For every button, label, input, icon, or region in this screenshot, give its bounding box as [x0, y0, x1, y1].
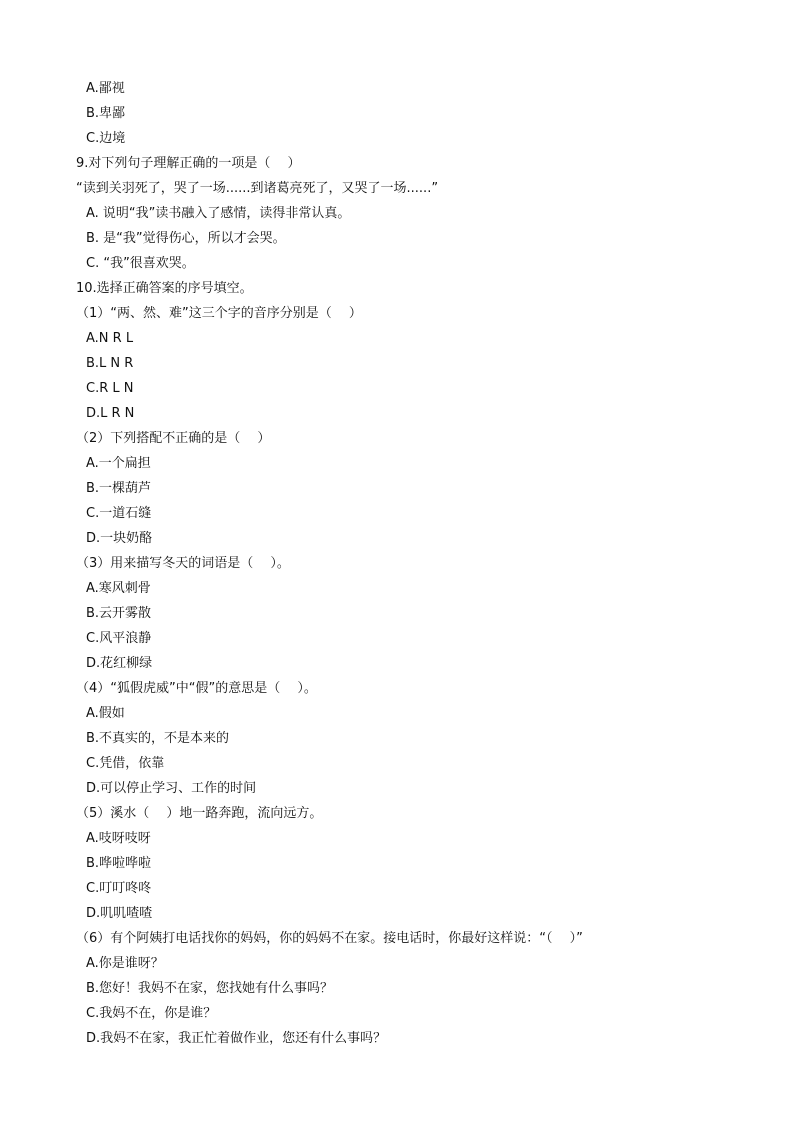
- question-line: 10.选择正确答案的序号填空。: [76, 281, 253, 296]
- answer-option: A.你是谁呀？: [86, 956, 164, 971]
- document-page: [0, 76, 794, 1051]
- answer-option: D.花红柳绿: [86, 656, 153, 671]
- answer-option: D.L R N: [86, 406, 135, 421]
- sub-question-line: （6）有个阿姨打电话找你的妈妈，你的妈妈不在家。接电话时，你最好这样说：“（ ）”: [76, 931, 583, 946]
- question-line: 9.对下列句子理解正确的一项是（ ）: [76, 156, 301, 171]
- answer-option: D.叽叽喳喳: [86, 906, 153, 921]
- answer-option: B.云开雾散: [86, 606, 152, 621]
- answer-option: D.一块奶酪: [86, 531, 153, 546]
- answer-option: A. 说明“我”读书融入了感情，读得非常认真。: [86, 206, 351, 221]
- sub-question-line: （3）用来描写冬天的词语是（ ）。: [76, 556, 290, 571]
- answer-option: C.R L N: [86, 381, 134, 396]
- answer-option: B.L N R: [86, 356, 134, 371]
- answer-option: B.哗啦哗啦: [86, 856, 152, 871]
- answer-option: C.叮叮咚咚: [86, 881, 152, 896]
- answer-option: A.一个扁担: [86, 456, 151, 471]
- answer-option: A.假如: [86, 706, 125, 721]
- sub-question-line: （4）“狐假虎威”中“假”的意思是（ ）。: [76, 681, 317, 696]
- answer-option: D.我妈不在家，我正忙着做作业，您还有什么事吗？: [86, 1031, 387, 1046]
- answer-option: A.N R L: [86, 331, 134, 346]
- answer-option: B. 是“我”觉得伤心，所以才会哭。: [86, 231, 286, 246]
- answer-option: A.吱呀吱呀: [86, 831, 151, 846]
- answer-option: C.我妈不在，你是谁？: [86, 1006, 217, 1021]
- answer-option: A.鄙视: [86, 81, 125, 96]
- sub-question-line: （1）“两、然、难”这三个字的音序分别是（ ）: [76, 306, 362, 321]
- answer-option: C.边境: [86, 131, 126, 146]
- sub-question-line: （2）下列搭配不正确的是（ ）: [76, 431, 271, 446]
- answer-option: C. “我”很喜欢哭。: [86, 256, 195, 271]
- answer-option: D.可以停止学习、工作的时间: [86, 781, 257, 796]
- sub-question-line: （5）溪水（ ）地一路奔跑，流向远方。: [76, 806, 323, 821]
- answer-option: C.一道石缝: [86, 506, 152, 521]
- quoted-sentence: “读到关羽死了，哭了一场......到诸葛亮死了，又哭了一场......”: [76, 181, 439, 196]
- answer-option: B.您好！我妈不在家，您找她有什么事吗？: [86, 981, 334, 996]
- answer-option: B.一棵葫芦: [86, 481, 152, 496]
- answer-option: C.风平浪静: [86, 631, 152, 646]
- answer-option: B.不真实的，不是本来的: [86, 731, 230, 746]
- answer-option: C.凭借，依靠: [86, 756, 165, 771]
- answer-option: A.寒风刺骨: [86, 581, 151, 596]
- answer-option: B.卑鄙: [86, 106, 126, 121]
